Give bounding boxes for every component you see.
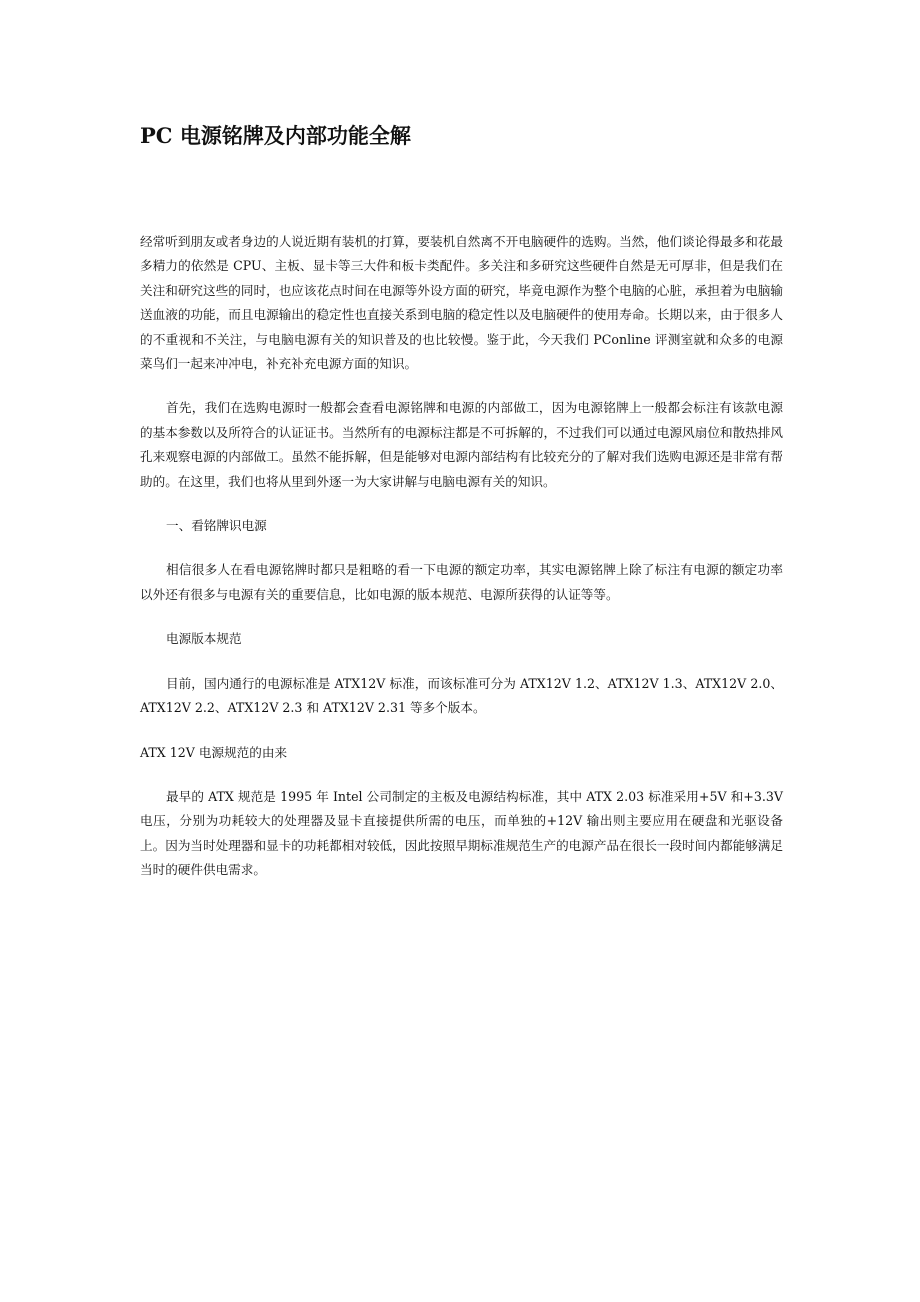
- document-title: PC 电源铭牌及内部功能全解: [140, 123, 411, 148]
- subheading-version-spec: 电源版本规范: [166, 631, 242, 647]
- nameplate-paragraph: 相信很多人在看电源铭牌时都只是粗略的看一下电源的额定功率，其实电源铭牌上除了标注有电源的额定功率以外还有很多与电源有关的重要信息，比如电源的版本规范、电源所获得的认证等等。: [140, 562, 783, 602]
- subheading-atx-origin: ATX 12V 电源规范的由来: [140, 744, 288, 760]
- selection-paragraph: 首先，我们在选购电源时一般都会查看电源铭牌和电源的内部做工，因为电源铭牌上一般都会标注有该款电源的基本参数以及所符合的认证证书。当然所有的电源标注都是不可拆解的，不过我们可以通过电源风扇位和散热排风孔来观察电源的内部做工。虽然不能拆解，但是能够对电源内部结构有比较充分的了解对我们选购电源还是非常有帮助的。在这里，我们也将从里到外逐一为大家讲解与电脑电源有关的知识。: [140, 400, 783, 489]
- intro-paragraph: 经常听到朋友或者身边的人说近期有装机的打算，要装机自然离不开电脑硬件的选购。当然，他们谈论得最多和花最多精力的依然是 CPU、主板、显卡等三大件和板卡类配件。多关注和多研究这些硬件自然是无可厚非，但是我们在关注和研究这些的同时，也应该花点时间在电源等外设方面的研究，毕竟电源作为整个电脑的心脏，承担着为电脑输送血液的功能，而且电源输出的稳定性也直接关系到电脑的稳定性以及电脑硬件的使用寿命。长期以来，由于很多人的不重视和不关注，与电脑电源有关的知识普及的也比较慢。鉴于此，今天我们 PConline 评测室就和众多的电源菜鸟们一起来冲冲电，补充补充电源方面的知识。: [140, 234, 783, 372]
- atx-origin-paragraph: 最早的 ATX 规范是 1995 年 Intel 公司制定的主板及电源结构标准，其中 ATX 2.03 标准采用+5V 和+3.3V 电压，分别为功耗较大的处理器及显卡直接提供所需的电压，而单独的+12V 输出则主要应用在硬盘和光驱设备上。因为当时处理器和显卡的功耗都相对较低，因此按照早期标准规范生产的电源产品在很长一段时间内都能够满足当时的硬件供电需求。: [140, 788, 783, 878]
- document-body: [140, 116, 783, 883]
- section-heading-nameplate: 一、看铭牌识电源: [166, 518, 267, 534]
- version-spec-paragraph: 目前，国内通行的电源标准是 ATX12V 标准，而该标准可分为 ATX12V 1.2、ATX12V 1.3、ATX12V 2.0、ATX12V 2.2、ATX12V 2.3 和 ATX12V 2.31 等多个版本。: [140, 675, 783, 716]
